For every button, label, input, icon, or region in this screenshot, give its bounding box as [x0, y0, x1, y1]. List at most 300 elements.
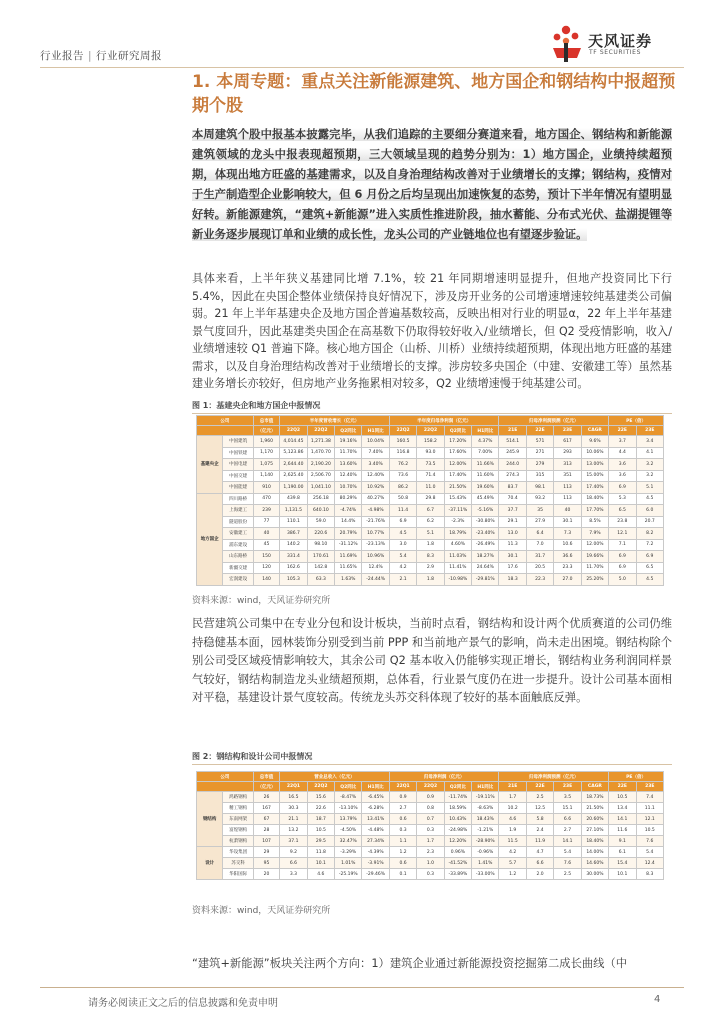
- table-cell: 6.7: [417, 505, 444, 517]
- table-cell: 20.79%: [335, 528, 362, 540]
- figure-1-group-label: 地方国企: [197, 493, 223, 585]
- table-cell: 4.6: [307, 869, 334, 880]
- table-cell: 11.70%: [581, 562, 608, 574]
- table-cell: 6.9: [609, 551, 636, 563]
- table-cell: 14.60%: [581, 858, 608, 869]
- table-cell: 170.61: [307, 551, 334, 563]
- table-cell: 15.6: [307, 792, 334, 803]
- table-cell: -26.49%: [472, 539, 499, 551]
- table-cell: 1.2: [499, 869, 526, 880]
- table-cell: 7.1: [609, 539, 636, 551]
- table-cell: 13.2: [280, 825, 307, 836]
- table-cell: 10.96%: [362, 551, 389, 563]
- figure-1-sub-header: CAGR: [581, 426, 608, 436]
- table-cell: 18.7: [307, 814, 334, 825]
- table-cell: 华设集团: [223, 847, 253, 858]
- table-cell: 1.9: [499, 825, 526, 836]
- table-cell: 70.4: [499, 493, 526, 505]
- figure-2-sub-header: 22E: [609, 782, 636, 792]
- table-cell: 10.5: [636, 825, 663, 836]
- table-cell: 4.37%: [472, 436, 499, 448]
- table-cell: 22.3: [526, 574, 553, 586]
- table-cell: 14.00%: [581, 847, 608, 858]
- body-paragraph-3: “建筑+新能源”板块关注两个方向：1）建筑企业通过新能源投资挖掘第二成长曲线（中: [192, 957, 628, 970]
- figure-2-sub-header: 21E: [499, 782, 526, 792]
- table-row: [197, 792, 664, 803]
- table-cell: 3.3: [280, 869, 307, 880]
- table-cell: 上海建工: [223, 505, 253, 517]
- figure-1-source: 资料来源：wind，天风证券研究所: [192, 596, 331, 606]
- table-cell: -3.91%: [362, 858, 389, 869]
- figure-2-sub-header: H1同比: [362, 782, 389, 792]
- table-cell: 315: [526, 470, 553, 482]
- table-cell: 2.4: [526, 825, 553, 836]
- table-cell: 21.50%: [444, 482, 471, 494]
- table-cell: 0.9: [417, 792, 444, 803]
- table-cell: 11.1: [636, 803, 663, 814]
- table-cell: 浦东建设: [223, 539, 253, 551]
- table-cell: 3.2: [636, 470, 663, 482]
- table-cell: 12.4: [636, 858, 663, 869]
- table-cell: 1,271.38: [307, 436, 334, 448]
- table-cell: 12.40%: [335, 470, 362, 482]
- table-cell: 7.6: [554, 858, 581, 869]
- table-cell: 105.3: [280, 574, 307, 586]
- table-cell: 10.77%: [362, 528, 389, 540]
- table-cell: 1,960: [253, 436, 279, 448]
- table-cell: 20.60%: [581, 814, 608, 825]
- table-cell: 6.6: [280, 858, 307, 869]
- table-cell: -23.40%: [472, 528, 499, 540]
- table-cell: 0.1: [389, 869, 416, 880]
- table-cell: -41.52%: [444, 858, 471, 869]
- table-cell: 华阳国际: [223, 869, 253, 880]
- table-cell: -4.50%: [335, 825, 362, 836]
- table-cell: 东南网架: [223, 814, 253, 825]
- table-cell: 98.1: [526, 482, 553, 494]
- table-cell: 2,625.40: [280, 470, 307, 482]
- table-row: [197, 551, 664, 563]
- header-divider: [40, 67, 684, 68]
- table-cell: 12.4%: [362, 562, 389, 574]
- table-cell: 20.7: [636, 516, 663, 528]
- table-cell: 5.0: [609, 574, 636, 586]
- table-cell: 11.4: [389, 505, 416, 517]
- table-cell: -2.3%: [444, 516, 471, 528]
- table-cell: 2.3: [417, 847, 444, 858]
- table-cell: 93.2: [526, 493, 553, 505]
- table-cell: -8.47%: [335, 792, 362, 803]
- table-row: [197, 847, 664, 858]
- table-cell: 30.00%: [581, 869, 608, 880]
- table-cell: 6.5: [609, 505, 636, 517]
- table-cell: 7.40%: [362, 447, 389, 459]
- table-cell: 18.43%: [472, 814, 499, 825]
- table-cell: 4.5: [636, 493, 663, 505]
- table-cell: 14.4%: [335, 516, 362, 528]
- table-cell: 10.04%: [362, 436, 389, 448]
- table-row: [197, 528, 664, 540]
- table-cell: 245.9: [499, 447, 526, 459]
- summary-highlight-text: 本周建筑个股中报基本披露完毕，从我们追踪的主要细分赛道来看，地方国企、钢结构和新能源建筑领域的龙头中报表现超预期，三大领域呈现的趋势分别为：1）地方国企，业绩持续超预期，体现出地方旺盛的基建需求，以及自身治理结构改善对于业绩增长的支撑；钢结构，疫情对于生产制造型企业影响较大，但 6 月份之后均呈现出加速恢复的态势，预计下半年情况有望明显好转。新能源建筑，“建筑+新能源”进入实质性推进阶段，抽水蓄能、分布式光伏、盐湖提锂等新业务逐步展现订单和业绩的成长性，龙头公司的产业链地位也有望逐步验证。: [192, 128, 672, 241]
- table-cell: 13.0: [499, 528, 526, 540]
- table-cell: -13.10%: [335, 803, 362, 814]
- table-cell: -37.11%: [444, 505, 471, 517]
- table-cell: -8.63%: [472, 803, 499, 814]
- table-cell: 宏润建设: [223, 574, 253, 586]
- table-cell: 4,014.45: [280, 436, 307, 448]
- table-cell: 6.9: [636, 551, 663, 563]
- table-row: [197, 574, 664, 586]
- page-header: [40, 32, 684, 68]
- figure-2-group-header: 营业总收入（亿元）: [280, 772, 390, 782]
- table-cell: 7.4: [636, 792, 663, 803]
- table-cell: 14.1: [554, 836, 581, 847]
- table-cell: -33.00%: [472, 869, 499, 880]
- table-cell: 23.3: [554, 562, 581, 574]
- table-cell: 22.6: [307, 803, 334, 814]
- table-cell: 11.3: [499, 539, 526, 551]
- figure-1-sub-header: 22E: [609, 426, 636, 436]
- table-cell: 6.9: [389, 516, 416, 528]
- table-cell: 23.8: [609, 516, 636, 528]
- table-cell: 45: [253, 539, 279, 551]
- table-cell: -31.12%: [335, 539, 362, 551]
- table-cell: 110.1: [280, 516, 307, 528]
- figure-2-sub-header: （亿元）: [253, 782, 279, 792]
- table-cell: 0.7: [417, 814, 444, 825]
- table-cell: 5.4: [636, 847, 663, 858]
- table-cell: 11.5: [499, 836, 526, 847]
- table-cell: 18.40%: [581, 493, 608, 505]
- table-cell: 73.6: [389, 470, 416, 482]
- table-row: [197, 493, 664, 505]
- table-cell: 3.6: [609, 459, 636, 471]
- table-cell: 中国能建: [223, 482, 253, 494]
- table-cell: -29.46%: [362, 869, 389, 880]
- table-cell: 3.5: [554, 792, 581, 803]
- figure-2-sub-header: Q2同比: [335, 782, 362, 792]
- table-cell: 2,190.20: [307, 459, 334, 471]
- table-row: [197, 825, 664, 836]
- figure-2-sub-header: 22Q2: [307, 782, 334, 792]
- table-cell: -24.44%: [362, 574, 389, 586]
- table-cell: 113: [554, 493, 581, 505]
- table-cell: -6.28%: [362, 803, 389, 814]
- table-cell: 13.79%: [335, 814, 362, 825]
- table-cell: 富煌钢构: [223, 825, 253, 836]
- table-cell: 18.59%: [444, 803, 471, 814]
- table-cell: 3.0: [389, 539, 416, 551]
- table-row: [197, 803, 664, 814]
- table-cell: 15.4: [609, 858, 636, 869]
- table-row: [197, 836, 664, 847]
- table-cell: 6.6: [554, 814, 581, 825]
- table-cell: 21.50%: [581, 803, 608, 814]
- table-cell: 3.40%: [362, 459, 389, 471]
- table-row: [197, 539, 664, 551]
- figure-2-sub-header: H1同比: [472, 782, 499, 792]
- figure-1-sub-header: 22Q2: [307, 426, 334, 436]
- table-cell: 71.4: [417, 470, 444, 482]
- figure-1-group-header: 总市值: [253, 416, 279, 426]
- table-cell: 13.00%: [581, 459, 608, 471]
- table-row: [197, 447, 664, 459]
- table-cell: 15.43%: [444, 493, 471, 505]
- table-cell: 59.0: [307, 516, 334, 528]
- table-cell: 10.1: [307, 858, 334, 869]
- table-cell: 5.4: [554, 847, 581, 858]
- table-cell: 4.2: [499, 847, 526, 858]
- figure-1-sub-header: H1同比: [472, 426, 499, 436]
- figure-2-sub-header: 22E: [526, 782, 553, 792]
- figure-2-table: [196, 771, 664, 880]
- table-cell: 36.6: [554, 551, 581, 563]
- table-cell: 10.92%: [362, 482, 389, 494]
- table-cell: 0.9: [389, 792, 416, 803]
- table-cell: 4.4: [609, 447, 636, 459]
- figure-1-sub-header: 23E: [554, 426, 581, 436]
- table-cell: 4.6: [499, 814, 526, 825]
- table-cell: 160.5: [389, 436, 416, 448]
- table-cell: 2.5: [526, 792, 553, 803]
- table-cell: 1,075: [253, 459, 279, 471]
- table-cell: 1,041.10: [307, 482, 334, 494]
- table-cell: 10.06%: [581, 447, 608, 459]
- table-cell: 11.65%: [335, 562, 362, 574]
- table-cell: 1.7: [499, 792, 526, 803]
- table-cell: 2.0: [526, 869, 553, 880]
- table-cell: 12.1: [609, 528, 636, 540]
- table-cell: 11.70%: [335, 447, 362, 459]
- table-row: [197, 858, 664, 869]
- figure-1-group-label: 基建央企: [197, 436, 223, 494]
- table-cell: 1,140: [253, 470, 279, 482]
- table-cell: 11.03%: [444, 551, 471, 563]
- figure-2-group-label: 钢结构: [197, 792, 223, 847]
- table-cell: 中国电建: [223, 459, 253, 471]
- table-cell: 98.10: [307, 539, 334, 551]
- table-cell: 5.7: [499, 858, 526, 869]
- figure-1-group-header: 公司: [197, 416, 254, 426]
- table-cell: 77: [253, 516, 279, 528]
- table-cell: 107: [253, 836, 279, 847]
- table-cell: 四川路桥: [223, 493, 253, 505]
- table-cell: 140: [253, 574, 279, 586]
- table-cell: 120: [253, 562, 279, 574]
- table-cell: 4.7: [526, 847, 553, 858]
- figure-1-sub-header: Q2同比: [335, 426, 362, 436]
- table-cell: 11.8: [307, 847, 334, 858]
- table-row: [197, 562, 664, 574]
- table-cell: 11.66%: [472, 459, 499, 471]
- table-cell: 中国建筑: [223, 436, 253, 448]
- table-cell: 2.7: [554, 825, 581, 836]
- table-cell: 6.0: [636, 505, 663, 517]
- figure-1-sub-header: 21E: [499, 426, 526, 436]
- table-cell: 1,190.00: [280, 482, 307, 494]
- table-cell: 17.40%: [581, 482, 608, 494]
- table-cell: 19.60%: [472, 482, 499, 494]
- figure-1-sub-header: 22E: [526, 426, 553, 436]
- table-cell: 113: [554, 482, 581, 494]
- table-cell: 3.7: [609, 436, 636, 448]
- table-cell: 9.1: [609, 836, 636, 847]
- table-cell: 617: [554, 436, 581, 448]
- figure-2-sub-header: CAGR: [581, 782, 608, 792]
- table-cell: 8.5%: [581, 516, 608, 528]
- table-cell: 2,644.40: [280, 459, 307, 471]
- table-cell: 256.18: [307, 493, 334, 505]
- table-cell: 6.9: [609, 482, 636, 494]
- table-cell: 1.63%: [335, 574, 362, 586]
- table-cell: 30.1: [499, 551, 526, 563]
- table-cell: 27.0: [554, 574, 581, 586]
- logo-en-text: TF SECURITIES: [589, 49, 641, 56]
- table-row: [197, 869, 664, 880]
- table-cell: 10.70%: [335, 482, 362, 494]
- figure-1-divider: [192, 413, 672, 414]
- table-cell: 16.5: [280, 792, 307, 803]
- section-title: 1. 本周专题：重点关注新能源建筑、地方国企和钢结构中报超预期个股: [192, 72, 676, 116]
- table-cell: 17.70%: [581, 505, 608, 517]
- table-cell: 10.5: [307, 825, 334, 836]
- table-cell: 山东路桥: [223, 551, 253, 563]
- table-cell: 11.0: [417, 482, 444, 494]
- table-cell: 5.1: [636, 482, 663, 494]
- page-number: 4: [654, 994, 661, 1005]
- table-cell: -19.11%: [472, 792, 499, 803]
- logo-mark-icon: [550, 24, 584, 64]
- table-cell: -0.96%: [472, 847, 499, 858]
- table-cell: 12.00%: [581, 539, 608, 551]
- body-paragraph-1: 具体来看，上半年狭义基建同比增 7.1%，较 21 年同期增速明显提升，但地产投资同比下行 5.4%，因此在央国企整体业绩保持良好情况下，涉及房开业务的公司增速增速较纯基建类公司偏弱。21 年上半年基建央企及地方国企普遍基数较高，反映出相对行业的明显α，22 年上半年基建景气度回升，因此基建类央国企在高基数下仍取得较好收入/业绩增长，但 Q2 受疫情影响，收入/业绩增速较 Q1 普遍下降。核心地方国企（山桥、川桥）业绩持续超预期，体现出地方旺盛的基建需求，以及自身治理结构改善对于业绩增长的支撑。涉房较多央国企（中建、安徽建工等）虽然基建业务增长亦较好，但房地产业务拖累相对较多，Q2 业绩增速慢于纯基建公司。: [192, 272, 672, 390]
- figure-1-sub-header: 22Q2: [389, 426, 416, 436]
- table-cell: -4.74%: [335, 505, 362, 517]
- table-cell: 351: [554, 470, 581, 482]
- table-cell: 10.1: [609, 869, 636, 880]
- table-cell: 239: [253, 505, 279, 517]
- table-cell: 2.7: [389, 803, 416, 814]
- table-cell: 30.3: [280, 803, 307, 814]
- table-cell: 17.60%: [444, 447, 471, 459]
- table-cell: 15.1: [554, 803, 581, 814]
- table-cell: 3.4: [636, 436, 663, 448]
- table-cell: 37.7: [499, 505, 526, 517]
- table-cell: 29: [253, 847, 279, 858]
- figure-1-sub-header: （亿元）: [253, 426, 279, 436]
- figure-1-sub-header: [197, 426, 254, 436]
- table-cell: -4.48%: [362, 825, 389, 836]
- table-cell: 17.6: [499, 562, 526, 574]
- table-cell: -4.39%: [362, 847, 389, 858]
- table-cell: -24.98%: [444, 825, 471, 836]
- table-cell: 29.5: [307, 836, 334, 847]
- table-cell: 76.2: [389, 459, 416, 471]
- figure-2-group-header: 归母净利润预测（亿元）: [499, 772, 609, 782]
- table-cell: 4.5: [636, 574, 663, 586]
- figure-1-sub-header: 22Q2: [280, 426, 307, 436]
- table-cell: 4.2: [389, 562, 416, 574]
- table-cell: 5,123.86: [280, 447, 307, 459]
- table-cell: 1.7: [417, 836, 444, 847]
- report-type: 行业报告: [40, 50, 84, 62]
- table-cell: 271: [526, 447, 553, 459]
- table-cell: 1.1: [389, 836, 416, 847]
- logo-cn-text: 天风证券: [588, 32, 653, 50]
- table-cell: 1.8: [417, 574, 444, 586]
- table-cell: 26: [253, 792, 279, 803]
- figure-2-group-label: 设计: [197, 847, 223, 880]
- table-cell: 1,131.5: [280, 505, 307, 517]
- table-cell: 167: [253, 803, 279, 814]
- figure-1-sub-header: Q2同比: [444, 426, 471, 436]
- table-cell: 28: [253, 825, 279, 836]
- table-cell: 2.1: [389, 574, 416, 586]
- table-cell: 12.5: [526, 803, 553, 814]
- table-cell: 6.9: [609, 562, 636, 574]
- table-cell: 27.9: [526, 516, 553, 528]
- table-cell: 40: [554, 505, 581, 517]
- table-cell: 中国交建: [223, 470, 253, 482]
- tf-securities-logo: [550, 24, 684, 64]
- table-cell: 313: [554, 459, 581, 471]
- table-cell: 19.16%: [335, 436, 362, 448]
- table-cell: 7.6: [636, 836, 663, 847]
- table-cell: 3.6: [609, 470, 636, 482]
- table-cell: 10.5: [609, 792, 636, 803]
- table-cell: 8.2: [636, 528, 663, 540]
- table-cell: 6.5: [636, 562, 663, 574]
- figure-1-sub-header: 22Q2: [417, 426, 444, 436]
- table-cell: -10.98%: [444, 574, 471, 586]
- table-cell: 18.79%: [444, 528, 471, 540]
- report-category: 行业报告 | 行业研究周报: [40, 50, 163, 62]
- table-cell: 293: [554, 447, 581, 459]
- figure-2-group-header: PE（倍）: [609, 772, 664, 782]
- table-cell: 162.6: [280, 562, 307, 574]
- table-cell: 中国铁建: [223, 447, 253, 459]
- table-cell: 2,506.70: [307, 470, 334, 482]
- table-cell: 10.6: [554, 539, 581, 551]
- figure-2-sub-header: 22Q1: [280, 782, 307, 792]
- table-cell: 5.3: [609, 493, 636, 505]
- table-row: [197, 505, 664, 517]
- table-cell: 0.6: [389, 814, 416, 825]
- table-row: [197, 482, 664, 494]
- report-subtype: 行业研究周报: [96, 50, 163, 62]
- figure-2-title: 图 2：钢结构和设计公司中报情况: [192, 752, 313, 761]
- figure-1-group-header: 半年度营收增长（亿元）: [280, 416, 390, 426]
- table-row: [197, 516, 664, 528]
- table-cell: 5.4: [389, 551, 416, 563]
- table-cell: 29.1: [499, 516, 526, 528]
- body-paragraph-2: 民营建筑公司集中在专业分包和设计板块，当前时点看，钢结构和设计两个优质赛道的公司仍维持稳健基本面，园林装饰分别受到当前 PPP 和当前地产景气的影响，尚未走出困境。钢结构除个别公司受区域疫情影响较大，其余公司 Q2 基本收入仍能够实现正增长，钢结构业务利润同样景气较好，钢结构制造龙头业绩超预期，总体看，行业景气度仍在进一步提升。设计公司基本面相对平稳，基建设计景气度较高。传统龙头苏交科体现了较好的基本面触底反弹。: [192, 617, 672, 704]
- table-cell: 3.2: [636, 459, 663, 471]
- table-cell: 9.2: [280, 847, 307, 858]
- table-cell: 7.2: [636, 539, 663, 551]
- table-cell: 0.3: [417, 869, 444, 880]
- table-cell: 6.4: [526, 528, 553, 540]
- table-cell: 50.8: [389, 493, 416, 505]
- table-cell: 470: [253, 493, 279, 505]
- figure-2-group-header: 总市值: [253, 772, 279, 782]
- table-cell: 67: [253, 814, 279, 825]
- table-cell: 11.69%: [335, 551, 362, 563]
- figure-2-source: 资料来源：wind，天风证券研究所: [192, 906, 331, 916]
- table-cell: 142.8: [307, 562, 334, 574]
- table-cell: 86.2: [389, 482, 416, 494]
